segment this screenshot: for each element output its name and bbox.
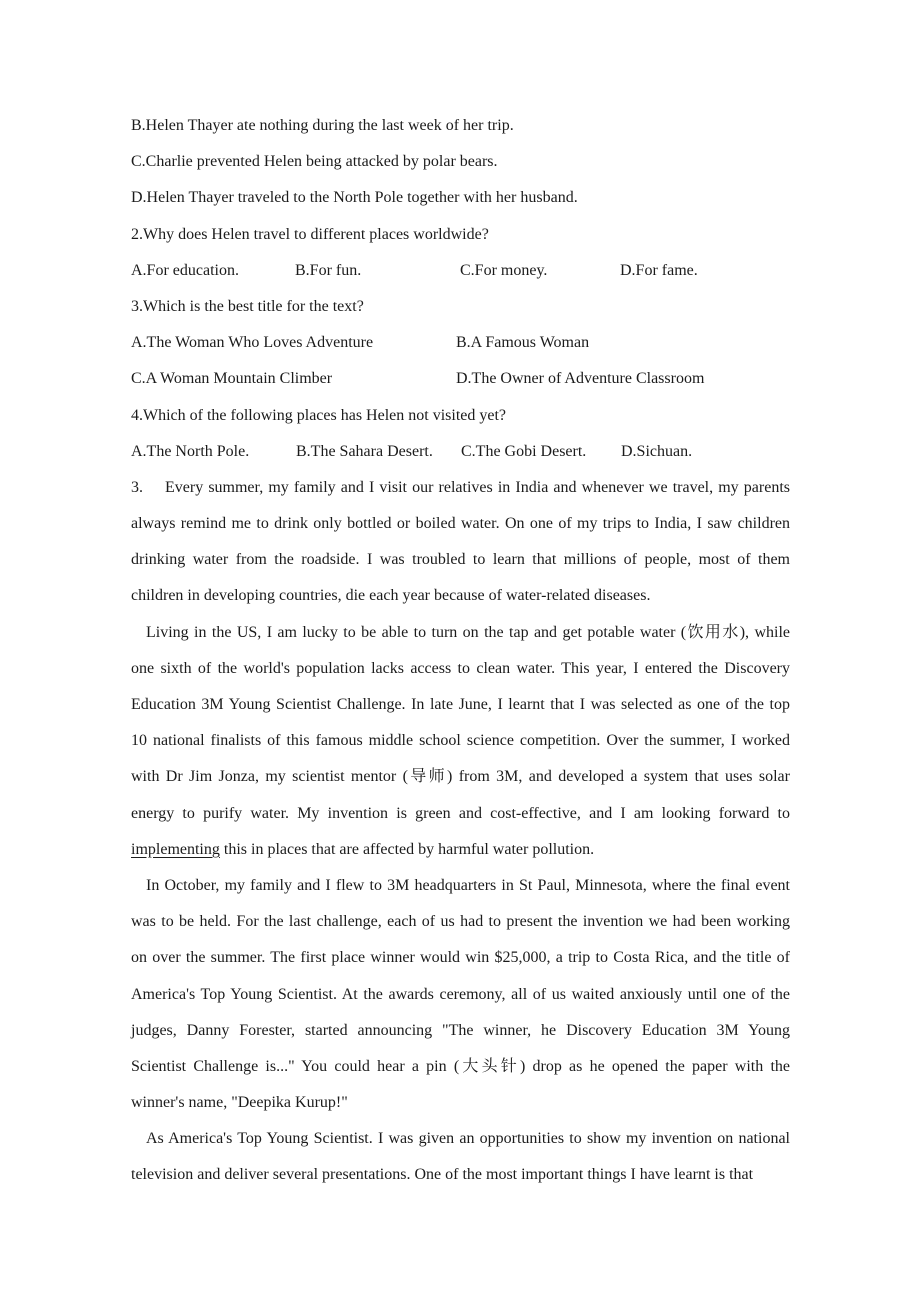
- q3-option-c: C.A Woman Mountain Climber: [131, 370, 333, 388]
- q1-option-c: C.Charlie prevented Helen being attacked by polar bears.: [131, 153, 498, 171]
- q2-option-d: D.For fame.: [620, 261, 698, 279]
- q2-question: 2.Why does Helen travel to different places worldwide?: [131, 225, 489, 243]
- passage-text: this in places that are affected by harmful water pollution.: [219, 840, 595, 858]
- underlined-word: implementing: [131, 840, 220, 858]
- passage-para2-line5: with Dr Jim Jonza, my scientist mentor (导师) from 3M, and developed a system that uses solar: [131, 768, 790, 786]
- passage-para3-line2: was to be held. For the last challenge, each of us had to present the invention we had been working: [131, 913, 790, 931]
- q2-option-c: C.For money.: [460, 261, 548, 279]
- q1-option-d: D.Helen Thayer traveled to the North Pole together with her husband.: [131, 189, 578, 207]
- passage-para2-line3: Education 3M Young Scientist Challenge. In late June, I learnt that I was selected as one of the top: [131, 696, 790, 713]
- passage-para1-line4: children in developing countries, die each year because of water-related diseases.: [131, 587, 651, 605]
- q4-option-c: C.The Gobi Desert.: [461, 442, 587, 460]
- q3-option-a: A.The Woman Who Loves Adventure: [131, 334, 374, 352]
- q4-options-row: [131, 434, 790, 470]
- passage-para4-line2: television and deliver several presentations. One of the most important things I have learnt is that: [131, 1166, 754, 1184]
- passage-para1-line3: drinking water from the roadside. I was troubled to learn that millions of people, most of them: [131, 551, 790, 569]
- q3-option-d: D.The Owner of Adventure Classroom: [456, 370, 705, 388]
- passage-para3-line3: on over the summer. The first place winner would win $25,000, a trip to Costa Rica, and the title of: [131, 949, 790, 967]
- q2-option-b: B.For fun.: [295, 261, 362, 279]
- q3-options-row-2: [131, 361, 790, 397]
- q2-options-row: [131, 253, 790, 289]
- passage-para3-line7: winner's name, "Deepika Kurup!": [131, 1094, 348, 1112]
- passage-para3-line5: judges, Danny Forester, started announcing "The winner, he Discovery Education 3M Young: [131, 1021, 790, 1039]
- q4-option-d: D.Sichuan.: [621, 442, 693, 460]
- q3-question: 3.Which is the best title for the text?: [131, 297, 364, 315]
- q3-option-b: B.A Famous Woman: [456, 334, 590, 352]
- passage-para3-line4: America's Top Young Scientist. At the awards ceremony, all of us waited anxiously until one of the: [131, 985, 790, 1003]
- passage-para1-line2: always remind me to drink only bottled or boiled water. On one of my trips to India, I saw children: [131, 515, 790, 533]
- passage-para2-line1: Living in the US, I am lucky to be able to turn on the tap and get potable water (饮用水), while: [146, 623, 790, 641]
- passage-text: Every summer, my family and I visit our relatives in India and whenever we travel, my parents: [165, 478, 790, 496]
- passage-para4-line1: As America's Top Young Scientist. I was given an opportunities to show my invention on national: [146, 1130, 790, 1148]
- q4-question: 4.Which of the following places has Helen not visited yet?: [131, 406, 507, 424]
- q1-option-b: B.Helen Thayer ate nothing during the last week of her trip.: [131, 117, 514, 134]
- passage-para2-line4: 10 national finalists of this famous middle school science competition. Over the summer, I worked: [131, 732, 790, 750]
- q4-option-b: B.The Sahara Desert.: [296, 442, 433, 460]
- q4-option-a: A.The North Pole.: [131, 442, 250, 460]
- passage-para3-line6: Scientist Challenge is..." You could hear a pin (大头针) drop as he opened the paper with the: [131, 1057, 790, 1075]
- passage-para2-line6: energy to purify water. My invention is green and cost-effective, and I am looking forward to: [131, 804, 790, 822]
- passage-para2-line2: one sixth of the world's population lacks access to clean water. This year, I entered the Discovery: [131, 659, 790, 677]
- passage-number: 3.: [131, 478, 143, 496]
- passage-para3-line1: In October, my family and I flew to 3M headquarters in St Paul, Minnesota, where the final event: [146, 876, 790, 894]
- q2-option-a: A.For education.: [131, 261, 239, 279]
- passage-para2-line7: [131, 832, 790, 868]
- q3-options-row-1: [131, 325, 790, 361]
- passage-para1-line1: [131, 470, 790, 506]
